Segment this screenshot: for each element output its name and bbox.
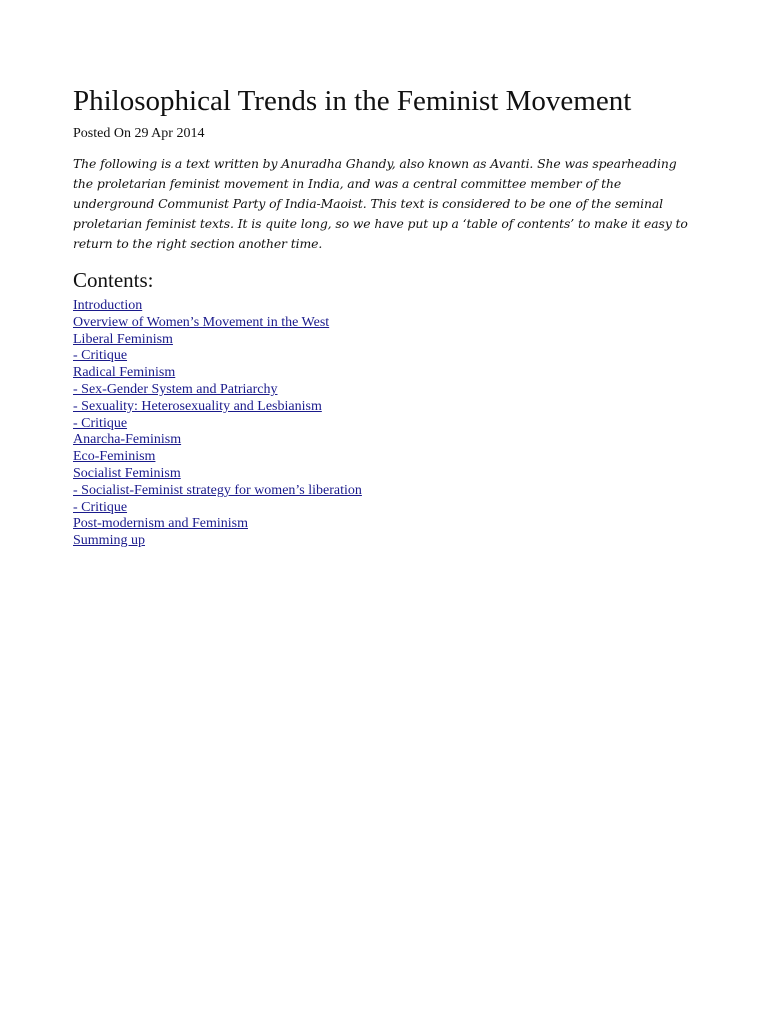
article [73,84,693,550]
toc-link-introduction[interactable]: Introduction [73,298,143,313]
toc-item [73,533,693,550]
toc-link-radical-critique[interactable]: - Critique [73,415,128,431]
toc-item [73,432,693,449]
toc-item [73,298,693,315]
toc-link-socialist-critique[interactable]: - Critique [73,499,128,515]
toc-link-summing-up[interactable]: Summing up [73,533,145,549]
toc-link-post-modernism[interactable]: Post-modernism and Feminism [73,516,248,532]
page-title: Philosophical Trends in the Feminist Movement [73,85,632,117]
toc-link-radical-feminism[interactable]: Radical Feminism [73,365,176,381]
contents-heading: Contents: [73,268,154,292]
intro-paragraph: The following is a text written by Anuradha Ghandy, also known as Avanti. She was spearheading the proletarian feminist movement in India, and was a central committee member of the underground Communist Party of India-Maoist. This text is considered to be one of the seminal proletarian feminist texts. It is quite long, so we have put up a ‘table of contents’ to make it easy to return to the right section another time. [73,156,688,251]
toc-link-sex-gender-system[interactable]: - Sex-Gender System and Patriarchy [73,381,278,397]
toc-item [73,382,693,399]
toc-item [73,416,693,433]
toc-item [73,399,693,416]
toc-link-anarcha-feminism[interactable]: Anarcha-Feminism [73,432,182,448]
toc-item [73,483,693,500]
toc-item [73,365,693,382]
posted-date: Posted On 29 Apr 2014 [73,126,205,141]
toc-item [73,315,693,332]
toc-item [73,500,693,517]
toc-link-liberal-feminism[interactable]: Liberal Feminism [73,331,173,347]
toc-item [73,348,693,365]
toc-item [73,516,693,533]
toc-link-socialist-feminism[interactable]: Socialist Feminism [73,465,181,481]
toc-item [73,332,693,349]
toc-link-sexuality[interactable]: - Sexuality: Heterosexuality and Lesbianism [73,398,322,414]
toc-item [73,466,693,483]
toc-item [73,449,693,466]
toc-link-liberal-critique[interactable]: - Critique [73,348,128,364]
table-of-contents [73,298,693,550]
toc-link-socialist-strategy[interactable]: - Socialist-Feminist strategy for women’s liberation [73,482,362,498]
toc-link-overview[interactable]: Overview of Women’s Movement in the West [73,314,330,330]
toc-link-eco-feminism[interactable]: Eco-Feminism [73,449,156,465]
